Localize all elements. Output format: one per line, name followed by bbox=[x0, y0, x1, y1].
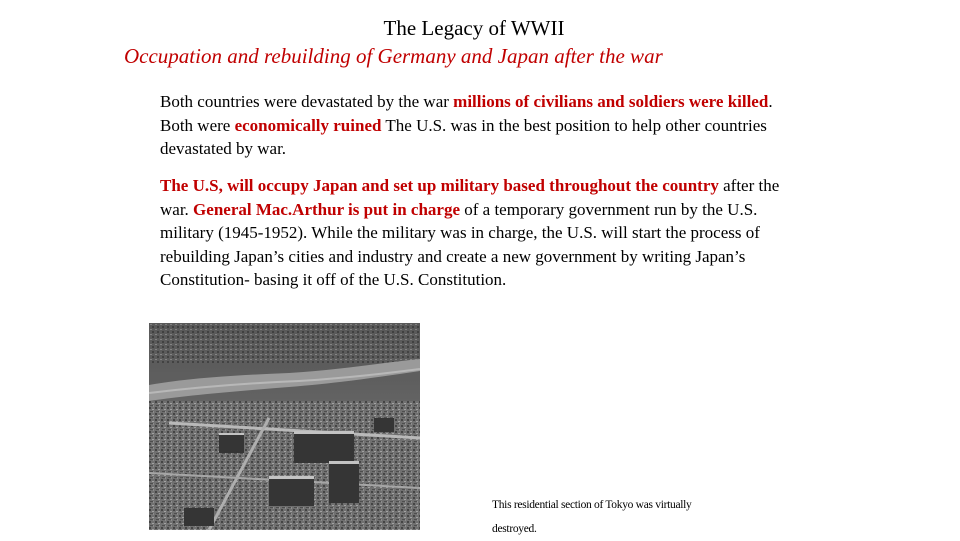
tokyo-ruins-photo bbox=[149, 323, 420, 530]
paragraph-devastation bbox=[160, 90, 800, 161]
p1-highlight-casualties: millions of civilians and soldiers were killed bbox=[453, 92, 769, 111]
slide-title: The Legacy of WWII bbox=[383, 16, 565, 40]
paragraph-occupation bbox=[160, 174, 800, 292]
p2-highlight-occupy: The U.S, will occupy Japan and set up military based throughout the country bbox=[160, 176, 719, 195]
p1-text-2: . Both were bbox=[160, 92, 773, 135]
slide-subtitle: Occupation and rebuilding of Germany and Japan after the war bbox=[124, 44, 663, 68]
p2-text-1: after the war. bbox=[160, 176, 780, 219]
p1-text-1: Both countries were devastated by the war bbox=[160, 92, 454, 111]
p1-highlight-economy: economically ruined bbox=[234, 115, 382, 135]
p2-text-2: of a temporary government run by the U.S. military (1945-1952). While the military was in charge, the U.S. will start the process of rebuilding Japan’s cities and industry and create a new government by writing Japan’s Constitution- basing it off of the U.S. Constitution. bbox=[160, 199, 760, 289]
p1-text-3: The U.S. was in the best position to help other countries devastated by war. bbox=[160, 115, 767, 158]
p2-highlight-macarthur: General Mac.Arthur is put in charge bbox=[193, 199, 460, 219]
photo-caption: This residential section of Tokyo was virtually destroyed. bbox=[492, 499, 692, 535]
